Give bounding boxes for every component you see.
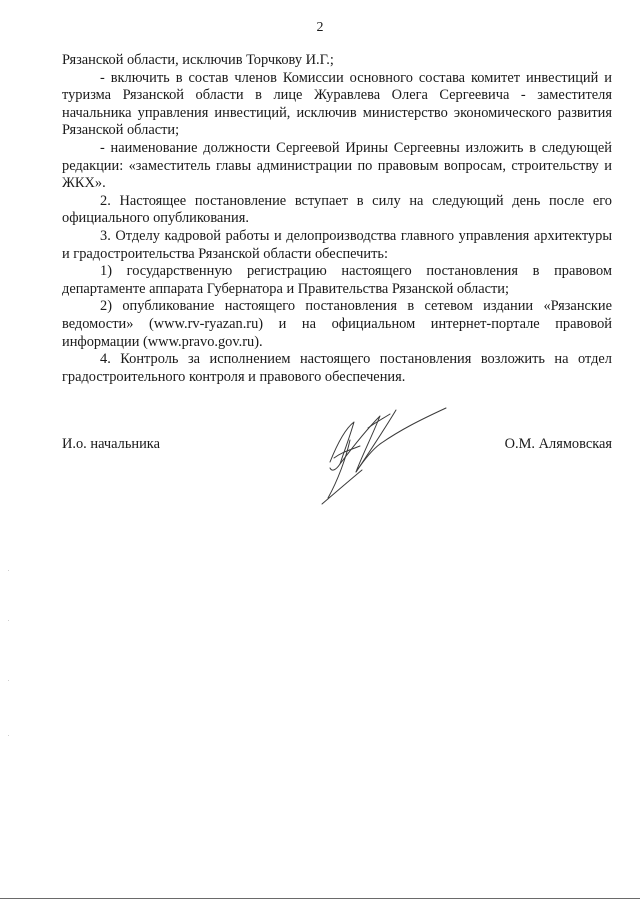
handwritten-signature	[310, 400, 460, 510]
document-body	[62, 52, 612, 386]
signer-name: О.М. Алямовская	[504, 436, 612, 452]
paragraph-control: 4. Контроль за исполнением настоящего постановления возложить на отдел градостроительного контроля и правового обеспечения.	[62, 351, 612, 385]
signer-position: И.о. начальника	[62, 436, 160, 452]
paragraph-department-duties: 3. Отделу кадровой работы и делопроизводства главного управления архитектуры и градостроительства Рязанской области обеспечить:	[62, 227, 612, 262]
scan-bottom-edge	[0, 898, 640, 899]
scan-margin-marks	[8, 560, 10, 760]
paragraph-effective-date: 2. Настоящее постановление вступает в силу на следующий день после его официального опубликования.	[62, 192, 612, 227]
paragraph-registration: 1) государственную регистрацию настоящего постановления в правовом департаменте аппарата Губернатора и Правительства Рязанской области;	[62, 263, 612, 297]
paragraph-publication: 2) опубликование настоящего постановления в сетевом издании «Рязанские ведомости» (www.rv-ryazan.ru) и на официальном интернет-портале правовой информации (www.pravo.gov.ru).	[62, 298, 612, 350]
page-number: 2	[316, 20, 324, 35]
paragraph-continuation: Рязанской области, исключив Торчкову И.Г.;	[62, 52, 334, 68]
paragraph-include-commission-member: - включить в состав членов Комиссии основного состава комитет инвестиций и туризма Рязанской области в лице Журавлева Олега Сергеевича - заместителя начальника управления инвестиций, исключив министерство экономического развития Рязанской области;	[62, 69, 612, 139]
paragraph-position-rename: - наименование должности Сергеевой Ирины Сергеевны изложить в следующей редакции: «заместитель главы администрации по правовым вопросам, строительству и ЖКХ».	[62, 139, 612, 192]
